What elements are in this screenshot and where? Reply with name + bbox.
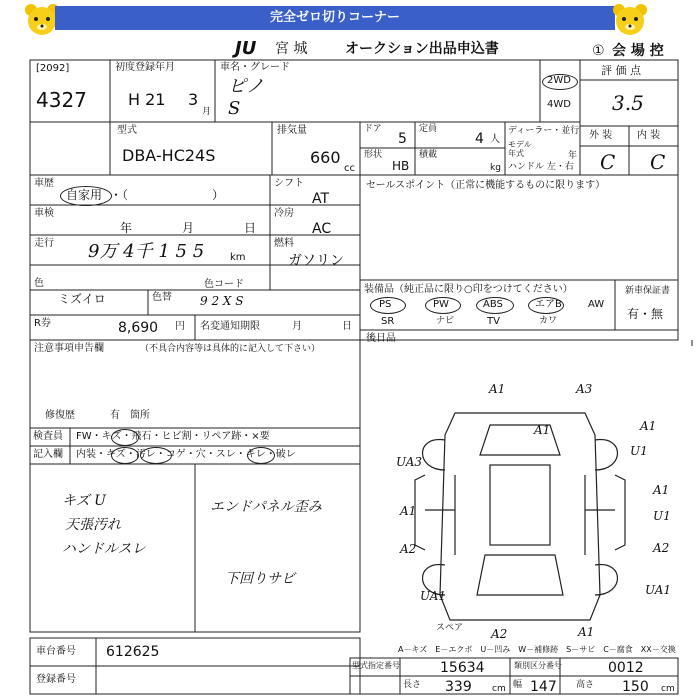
notes-sub: （不具合内容等は具体的に記入して下さい） [140,344,321,354]
spec-class-value: 0012 [608,660,644,676]
seats-label: 後日品 [366,333,396,344]
lot-number: 4327 [36,88,87,112]
mark-a2: A2 [653,541,670,555]
mark-ua1: UA1 [645,583,672,597]
usage-rest: ・（ ） [110,188,225,202]
repair-value: 有 [110,410,120,421]
banner-title: 完全ゼロ切りコーナー [55,6,615,30]
inspection-day: 日 [244,221,257,235]
spec-model-label: 型式指定番号 [352,661,400,670]
mark-a1: A1 [400,504,417,518]
notice-month: 月 [292,321,302,332]
eval-label: 評 価 点 [601,64,641,77]
equip-tv: TV [487,316,500,327]
mark-a1: A1 [578,625,595,639]
reg-number-label: 登録番号 [36,674,76,685]
spec-height-label: 高さ [576,680,595,690]
venue-label: 会 場 控 [612,43,664,59]
displacement-label: 排気量 [277,125,307,136]
mileage-unit: km [230,252,246,263]
notes-label: 注意事項申告欄 [34,343,104,354]
dealer-label: ディーラー・並行 [508,126,580,136]
inspector-label: 検査員 [33,431,63,442]
drive-2wd: 2WD [547,75,571,86]
model-label: 型式 [117,125,137,136]
color-value: ミズイロ [58,292,106,306]
repair-label: 修復歴 [45,410,75,421]
int-grade: C [650,150,666,174]
equip-ps: PS [379,299,392,310]
registration-label: 初度登録年月 [115,62,175,73]
form-title: オークション出品申込書 [345,41,499,57]
color-code: 9 2 X S [200,294,244,308]
shift-value: AT [312,191,330,207]
doors-label: ドア [364,124,382,134]
venue-number: ① [592,43,605,59]
note-5: 下回りサビ [225,571,295,587]
month-unit: 月 [202,107,212,117]
capacity-unit: 人 [490,134,500,145]
equip-pw: PW [433,299,449,310]
fuel-value: ガソリン [288,253,344,269]
mark-a3: A3 [576,382,593,396]
mark-a1: A1 [640,419,657,433]
recycle-unit: 円 [175,321,185,332]
entry-items: 内装・キズ・汚レ・コゲ・穴・スレ・キレ・破レ [76,449,296,460]
aircon-label: 冷房 [274,208,294,219]
damage-legend: A－キズ E－エクボ U－凹み W－補修跡 S－サビ C－腐食 XX－交換 [398,645,676,654]
equip-navi: ナビ [436,316,455,326]
usage-label: 車歴 [34,178,54,189]
chassis-label: 車台番号 [36,646,76,657]
mark-u1: U1 [630,444,648,458]
mark-a2: A2 [400,542,417,556]
spec-length-unit: cm [492,684,506,694]
spec-model-value: 15634 [440,660,485,676]
equip-abs: ABS [483,299,503,310]
dealer-handle: ハンドル 左・右 [508,162,574,172]
ext-grade: C [600,150,616,174]
note-2: 天張汚れ [65,517,121,533]
prefecture: 宮 城 [275,41,308,57]
displacement-value: 660 [310,148,341,167]
load-unit: kg [490,163,501,173]
fuel-label: 燃料 [274,238,294,249]
dealer-year: 年式 [508,149,524,158]
spec-length-label: 長さ [403,680,422,690]
capacity-label: 定員 [419,124,438,134]
repair-where: 箇所 [130,410,150,421]
equip-airbag: エアB [535,299,562,310]
sales-label: セールスポイント（正常に機能するものに限ります） [366,180,606,191]
spec-width-value: 147 [530,679,557,695]
mark-spare: スペア [436,623,464,633]
selected-circle [140,447,172,464]
spec-class-label: 類別区分番号 [514,661,562,670]
registration-era: H 21 [128,90,166,109]
dealer-model: モデル [508,140,532,149]
car-name: ピノ [228,76,264,97]
note-3: ハンドルスレ [62,541,146,557]
spec-length-value: 339 [445,679,472,695]
chassis-value: 612625 [106,644,160,660]
color-label: 色 [34,278,44,289]
equipment-label: 装備品（純正品に限り○印をつけてください） [364,284,573,295]
mileage-value: 9万 4千 1 5 5 [88,241,205,262]
drive-4wd: 4WD [547,99,571,110]
mark-ua1: UA1 [420,589,447,603]
color-code-label: 色コード [204,279,244,290]
load-label: 積載 [419,150,438,160]
shift-label: シフト [274,178,304,189]
warranty-value: 有・無 [627,307,664,321]
aircon-value: AC [312,221,332,237]
spec-height-unit: cm [661,684,675,694]
mark-ua3: UA3 [396,455,423,469]
shape-value: HB [392,159,410,173]
selected-circle [111,447,139,464]
shape-label: 形状 [364,150,383,160]
equip-aw: AW [588,299,605,310]
spec-width-label: 幅 [513,680,523,690]
selected-circle [247,447,275,464]
inspection-month: 月 [182,221,195,235]
equip-sr: SR [381,316,395,327]
mark-a2: A2 [491,627,508,641]
doors-value: 5 [398,131,407,147]
usage-value: 自家用 [66,188,103,202]
equip-kawa: カワ [539,316,558,326]
note-1: キズ U [62,493,106,509]
warranty-label: 新車保証書 [625,286,671,296]
color-change-label: 色替 [152,292,172,303]
car-name-label: 車名・グレード [220,62,290,73]
int-label: 内 装 [637,130,661,141]
note-4: エンドパネル歪み [210,499,322,515]
eval-score: 3.5 [612,91,644,115]
mileage-label: 走行 [34,238,54,249]
registration-month: 3 [188,90,199,109]
mark-a1: A1 [534,423,551,437]
mark-u1: U1 [653,509,671,523]
selected-circle [111,429,139,446]
ext-label: 外 装 [589,130,613,141]
mark-a1: A1 [489,382,506,396]
mark-a1: A1 [653,483,670,497]
notice-day: 日 [342,321,352,332]
spec-height-value: 150 [622,679,649,695]
ju-logo: JU [235,38,257,59]
inspection-label: 車検 [34,208,54,219]
car-grade: S [228,98,241,119]
inspection-year: 年 [120,221,133,235]
lot-code: [2092] [36,63,70,74]
recycle-value: 8,690 [118,320,159,336]
model-value: DBA-HC24S [122,146,216,165]
notice-label: 名変通知期限 [200,321,260,332]
capacity-value: 4 [475,131,484,147]
displacement-unit: cc [344,163,355,174]
dealer-year-unit: 年 [568,151,578,161]
inspector-items: FW・キズ・飛石・ヒビ割・リペア跡・×要 [76,431,270,442]
entry-label: 記入欄 [33,449,63,460]
recycle-label: R券 [34,318,51,329]
